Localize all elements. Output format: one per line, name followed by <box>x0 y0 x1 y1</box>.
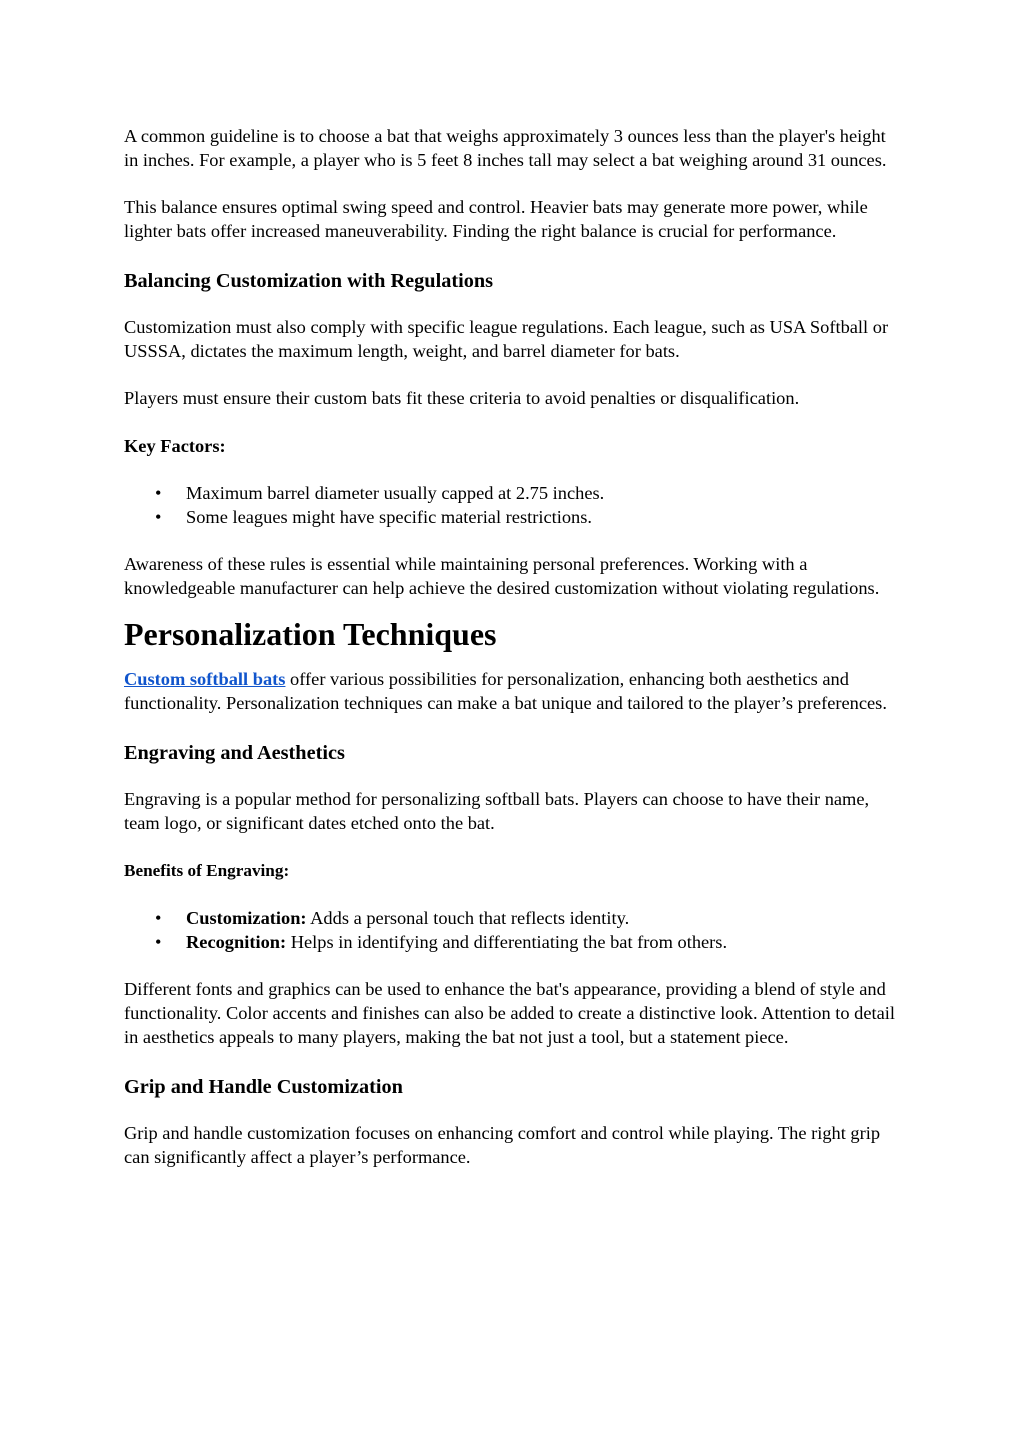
paragraph-grip: Grip and handle customization focuses on enhancing comfort and control while playing. The right grip can significantly affect a player’s performance. <box>124 1123 881 1167</box>
list-item: • Maximum barrel diameter usually capped at 2.75 inches. <box>155 483 605 503</box>
heading-personalization-techniques: Personalization Techniques <box>124 616 497 652</box>
key-factors-list <box>124 481 899 529</box>
paragraph-bat-weight-guideline: A common guideline is to choose a bat that weighs approximately 3 ounces less than the player's height in inches. For example, a player who is 5 feet 8 inches tall may select a bat weighing around 31 ounces. <box>124 126 887 170</box>
custom-softball-bats-link[interactable]: Custom softball bats <box>124 669 286 689</box>
benefits-list <box>124 906 899 954</box>
bullet-icon: • <box>155 483 162 503</box>
paragraph-engraving: Engraving is a popular method for personalizing softball bats. Players can choose to have their name, team logo, or significant dates etched onto the bat. <box>124 789 870 833</box>
paragraph-balance: This balance ensures optimal swing speed and control. Heavier bats may generate more power, while lighter bats offer increased maneuverability. Finding the right balance is crucial for performance. <box>124 197 868 241</box>
paragraph-awareness: Awareness of these rules is essential while maintaining personal preferences. Working with a knowledgeable manufacturer can help achieve the desired customization without violating regulations. <box>124 554 880 598</box>
heading-balancing-customization: Balancing Customization with Regulations <box>124 270 494 292</box>
heading-grip-handle: Grip and Handle Customization <box>124 1076 403 1098</box>
bullet-icon: • <box>155 908 162 928</box>
bullet-icon: • <box>155 507 162 527</box>
heading-engraving-aesthetics: Engraving and Aesthetics <box>124 742 345 764</box>
heading-key-factors: Key Factors: <box>124 436 226 456</box>
document-page <box>124 124 899 1169</box>
heading-benefits-engraving: Benefits of Engraving: <box>124 861 290 880</box>
bullet-icon: • <box>155 932 162 952</box>
paragraph-league-regulations: Customization must also comply with specific league regulations. Each league, such as USA Softball or USSSA, dictates the maximum length, weight, and barrel diameter for bats. <box>124 317 889 361</box>
list-item: • Recognition: Helps in identifying and differentiating the bat from others. <box>155 932 728 952</box>
list-item: • Customization: Adds a personal touch that reflects identity. <box>155 908 630 928</box>
paragraph-fonts-graphics: Different fonts and graphics can be used to enhance the bat's appearance, providing a blend of style and functionality. Color accents and finishes can also be added to create a distinctive look. Attention to detail in aesthetics appeals to many players, making the bat not just a tool, but a statement piece. <box>124 979 895 1047</box>
paragraph-ensure-criteria: Players must ensure their custom bats fit these criteria to avoid penalties or disqualification. <box>124 388 800 408</box>
list-item: • Some leagues might have specific material restrictions. <box>155 507 592 527</box>
paragraph-custom-bats: Custom softball bats offer various possibilities for personalization, enhancing both aesthetics and functionality. Personalization techniques can make a bat unique and tailored to the player’s preferences. <box>124 669 887 713</box>
